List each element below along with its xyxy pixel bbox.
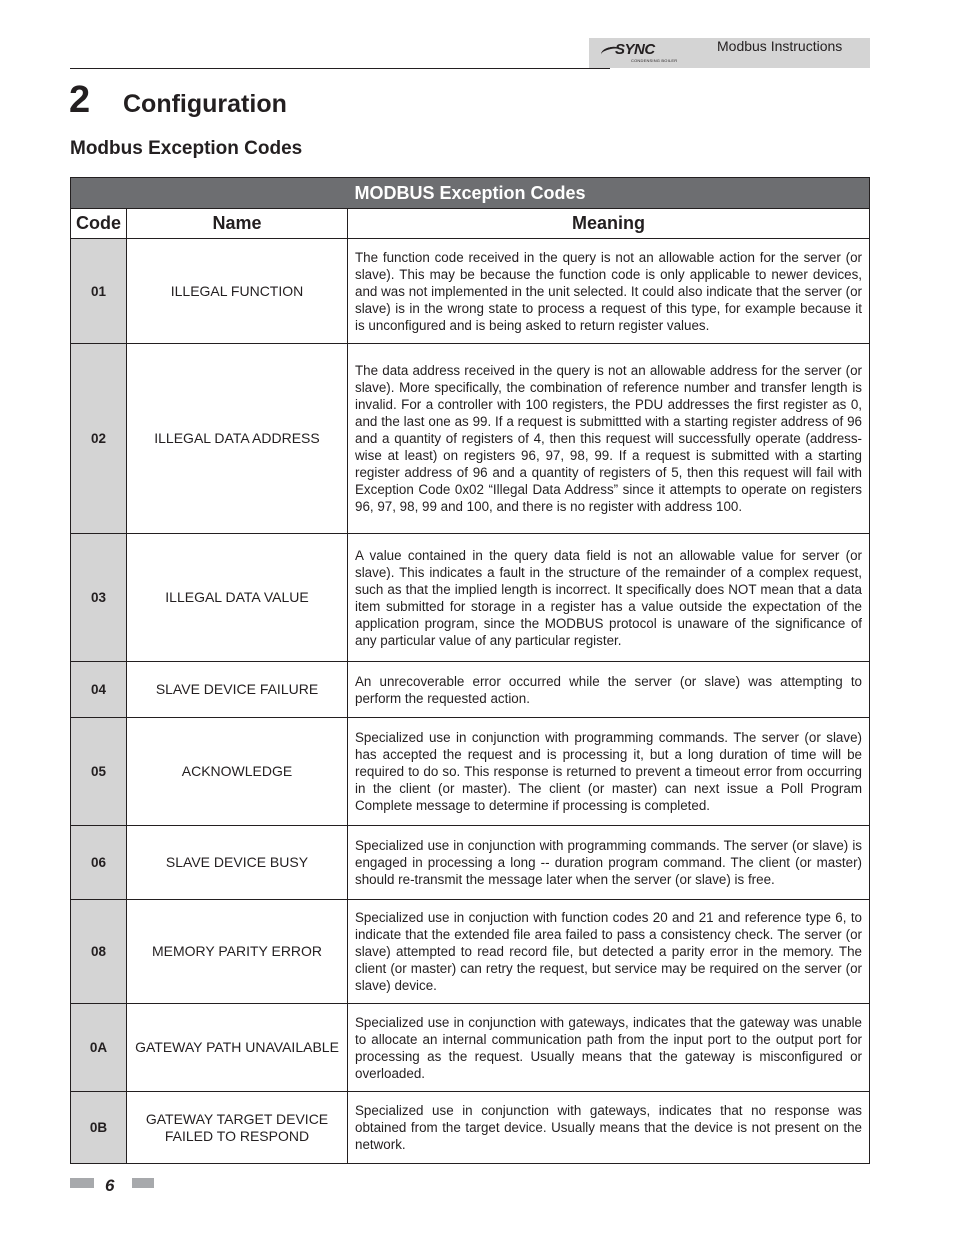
name-cell: ILLEGAL FUNCTION <box>127 239 348 344</box>
code-cell: 04 <box>71 662 127 718</box>
code-cell: 06 <box>71 826 127 900</box>
meaning-cell: Specialized use in conjunction with gateways, indicates that the gateway was unable to allocate an internal communication path from the input port to the output port for processing as the request. Usually means that the gateway is misconfigured or overloaded. <box>348 1004 870 1092</box>
table-row <box>71 662 870 718</box>
exception-codes-table <box>70 177 870 1164</box>
name-cell: GATEWAY PATH UNAVAILABLE <box>127 1004 348 1092</box>
name-cell: ACKNOWLEDGE <box>127 718 348 826</box>
table-row <box>71 239 870 344</box>
code-cell: 08 <box>71 900 127 1004</box>
column-header-code: Code <box>71 209 127 239</box>
column-header-name: Name <box>127 209 348 239</box>
logo-word: SYNC <box>615 41 655 58</box>
table-row <box>71 718 870 826</box>
name-cell: GATEWAY TARGET DEVICE FAILED TO RESPOND <box>127 1092 348 1164</box>
page-number: 6 <box>105 1176 115 1195</box>
table-caption: MODBUS Exception Codes <box>71 178 870 209</box>
code-cell: 0A <box>71 1004 127 1092</box>
meaning-cell: The function code received in the query is not an allowable action for the server (or slave). This may be because the function code is only applicable to newer devices, and was not implemented in the unit selected. It could also indicate that the server (or slave) is in the wrong state to process a request of this type, for example because it is unconfigured and is being asked to return register values. <box>348 239 870 344</box>
header-rule <box>70 68 610 69</box>
code-cell: 01 <box>71 239 127 344</box>
code-cell: 0B <box>71 1092 127 1164</box>
name-cell: ILLEGAL DATA VALUE <box>127 534 348 662</box>
meaning-cell: A value contained in the query data field is not an allowable value for server (or slave). This indicates a fault in the structure of the remainder of a complex request, such as that the implied length is incorrect. It specifically does NOT mean that a data item submitted for storage in a register has a value outside the expectation of the application program, since the MODBUS protocol is unaware of the significance of any particular value of any particular register. <box>348 534 870 662</box>
meaning-cell: Specialized use in conjunction with programming commands. The server (or slave) is engaged in processing a long -- duration program command. The client (or master) should re-transmit the message later when the server (or slave) is free. <box>348 826 870 900</box>
meaning-cell: Specialized use in conjuction with function codes 20 and 21 and reference type 6, to indicate that the extended file area failed to pass a consistency check. The server (or slave) attempted to read record file, but detected a parity error in the memory. The client (or master) can retry the request, but service may be required on the server (or slave) device. <box>348 900 870 1004</box>
meaning-cell: Specialized use in conjunction with programming commands. The server (or slave) has accepted the request and is processing it, but a long duration of time will be required to do so. This response is returned to prevent a timeout error from occurring in the client (or master). The client (or master) can next issue a Poll Program Complete message to determine if processing is completed. <box>348 718 870 826</box>
sync-logo <box>601 41 678 65</box>
table-row <box>71 1092 870 1164</box>
meaning-cell: An unrecoverable error occurred while the server (or slave) was attempting to perform the requested action. <box>348 662 870 718</box>
name-cell: SLAVE DEVICE FAILURE <box>127 662 348 718</box>
table-row <box>71 1004 870 1092</box>
table-row <box>71 900 870 1004</box>
document-title: Modbus Instructions <box>717 38 843 54</box>
section-title: Modbus Exception Codes <box>70 138 303 159</box>
name-cell: ILLEGAL DATA ADDRESS <box>127 344 348 534</box>
name-cell: MEMORY PARITY ERROR <box>127 900 348 1004</box>
table-row <box>71 344 870 534</box>
meaning-cell: Specialized use in conjunction with gateways, indicates that no response was obtained from the target device. Usually means that the device is not present on the network. <box>348 1092 870 1164</box>
name-cell: SLAVE DEVICE BUSY <box>127 826 348 900</box>
chapter-title: Configuration <box>123 90 287 118</box>
logo-subtext: CONDENSING BOILER <box>631 58 678 63</box>
table-row <box>71 534 870 662</box>
footer-bar-left <box>70 1178 94 1188</box>
header-box <box>589 38 870 68</box>
footer-bar-right <box>132 1178 154 1188</box>
table-row <box>71 826 870 900</box>
code-cell: 02 <box>71 344 127 534</box>
code-cell: 05 <box>71 718 127 826</box>
chapter-number: 2 <box>69 79 91 121</box>
code-cell: 03 <box>71 534 127 662</box>
meaning-cell: The data address received in the query is not an allowable address for the server (or slave). More specifically, the combination of reference number and transfer length is invalid. For a controller with 100 registers, the PDU addresses the first register as 0, and the last one as 99. If a request is submittted with a starting register address of 96 and a quantity of registers of 4, then this request will successfully operate (address-wise at least) on registers 96, 97, 98, 99. If a request is submitted with a starting register address of 96 and a quantity of registers of 5, then this request will fail with Exception Code 0x02 “Illegal Data Address” since it attempts to operate on registers 96, 97, 98, 99 and 100, and there is no register with address 100. <box>348 344 870 534</box>
column-header-meaning: Meaning <box>348 209 870 239</box>
